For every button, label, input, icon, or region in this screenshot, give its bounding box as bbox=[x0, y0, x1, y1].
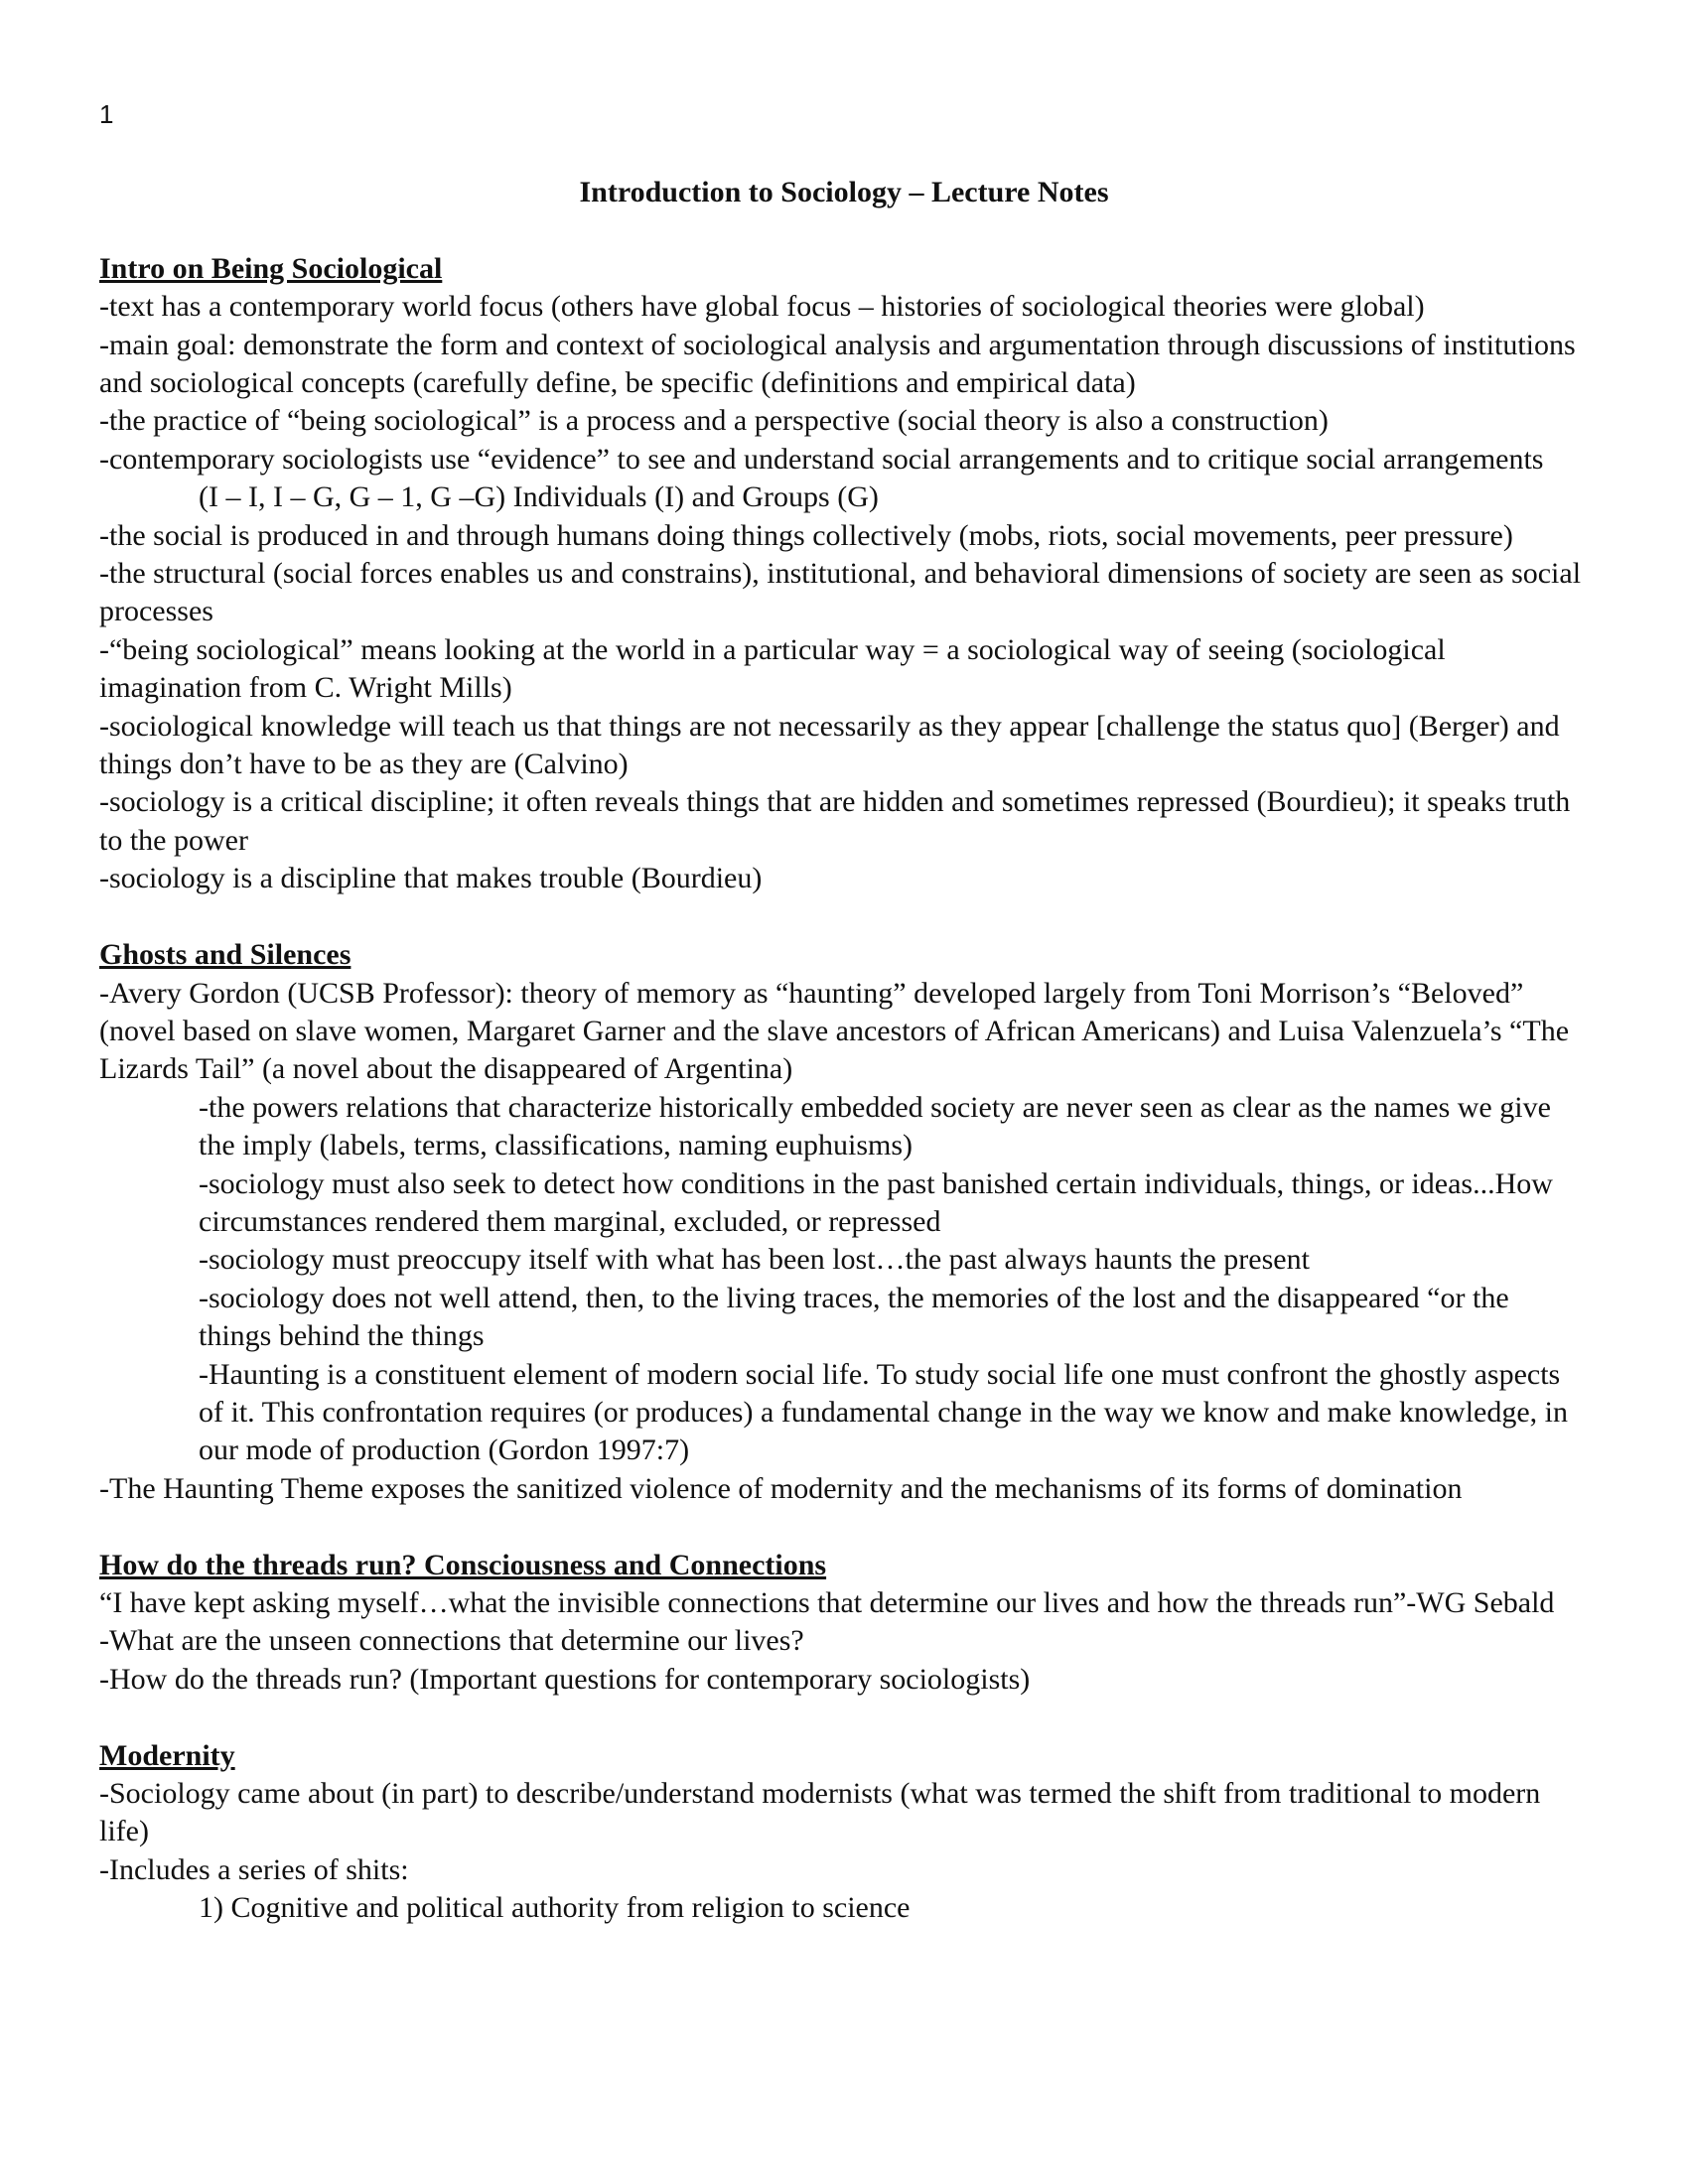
paragraph: -contemporary sociologists use “evidence” to see and understand social arrangements and to critique social arrangements bbox=[99, 442, 1544, 476]
paragraph: -the practice of “being sociological” is a process and a perspective (social theory is also a construction) bbox=[99, 404, 1329, 438]
section-heading: How do the threads run? Consciousness and Connections bbox=[99, 1548, 827, 1581]
section-ghosts-and-silences bbox=[99, 936, 1589, 1508]
document-title: Introduction to Sociology – Lecture Notes bbox=[579, 176, 1109, 208]
paragraph: -sociology does not well attend, then, to the living traces, the memories of the lost and the disappeared “or the things behind the things bbox=[199, 1281, 1509, 1353]
paragraph: -Sociology came about (in part) to describe/understand modernists (what was termed the shift from traditional to modern life) bbox=[99, 1777, 1541, 1848]
paragraph: -sociology must preoccupy itself with what has been lost…the past always haunts the present bbox=[199, 1243, 1310, 1277]
section-heading: Intro on Being Sociological bbox=[99, 251, 443, 285]
section-intro-on-being-sociological bbox=[99, 250, 1589, 898]
paragraph: -Includes a series of shits: bbox=[99, 1852, 409, 1886]
paragraph: -How do the threads run? (Important questions for contemporary sociologists) bbox=[99, 1662, 1031, 1696]
section-heading: Ghosts and Silences bbox=[99, 938, 352, 972]
document-body bbox=[99, 174, 1589, 1966]
section-heading: Modernity bbox=[99, 1738, 235, 1772]
paragraph: (I – I, I – G, G – 1, G –G) Individuals (I) and Groups (G) bbox=[199, 480, 879, 514]
page-number: 1 bbox=[99, 99, 114, 129]
paragraph: -sociological knowledge will teach us that things are not necessarily as they appear [challenge the status quo] (Berger) and things don’t have to be as they are (Calvino) bbox=[99, 709, 1560, 781]
paragraph: -Haunting is a constituent element of modern social life. To study social life one must confront the ghostly aspects of it. This confrontation requires (or produces) a fundamental change in the way we know and make knowledge, in our mode of production (Gordon 1997:7) bbox=[199, 1357, 1569, 1467]
paragraph: -“being sociological” means looking at the world in a particular way = a sociological way of seeing (sociological imagination from C. Wright Mills) bbox=[99, 632, 1446, 705]
paragraph: -Avery Gordon (UCSB Professor): theory of memory as “haunting” developed largely from Toni Morrison’s “Beloved” (novel based on slave women, Margaret Garner and the slave ancestors of African Americans) and Luisa Valenzuela’s “The Lizards Tail” (a novel about the disappeared of Argentina) bbox=[99, 976, 1570, 1086]
paragraph: -sociology must also seek to detect how conditions in the past banished certain individuals, things, or ideas...How circumstances rendered them marginal, excluded, or repressed bbox=[199, 1166, 1553, 1238]
paragraph: -the powers relations that characterize historically embedded society are never seen as clear as the names we give the imply (labels, terms, classifications, naming euphuisms) bbox=[199, 1090, 1551, 1162]
section-how-do-the-threads-run bbox=[99, 1547, 1589, 1700]
paragraph: -text has a contemporary world focus (others have global focus – histories of sociological theories were global) bbox=[99, 290, 1425, 324]
paragraph: -The Haunting Theme exposes the sanitized violence of modernity and the mechanisms of its forms of domination bbox=[99, 1471, 1463, 1505]
paragraph: -the social is produced in and through humans doing things collectively (mobs, riots, social movements, peer pressure) bbox=[99, 518, 1513, 552]
paragraph: -main goal: demonstrate the form and context of sociological analysis and argumentation through discussions of institutions and sociological concepts (carefully define, be specific (definitions and empirical data) bbox=[99, 328, 1576, 400]
paragraph: -What are the unseen connections that determine our lives? bbox=[99, 1624, 804, 1658]
paragraph: -sociology is a discipline that makes trouble (Bourdieu) bbox=[99, 862, 763, 895]
paragraph: 1) Cognitive and political authority from religion to science bbox=[199, 1891, 911, 1925]
paragraph: “I have kept asking myself…what the invisible connections that determine our lives and how the threads run”-WG Sebald bbox=[99, 1585, 1555, 1619]
section-modernity bbox=[99, 1737, 1589, 1928]
paragraph: -the structural (social forces enables us and constrains), institutional, and behavioral dimensions of society are seen as social processes bbox=[99, 557, 1582, 628]
paragraph: -sociology is a critical discipline; it often reveals things that are hidden and sometimes repressed (Bourdieu); it speaks truth to the power bbox=[99, 785, 1571, 857]
